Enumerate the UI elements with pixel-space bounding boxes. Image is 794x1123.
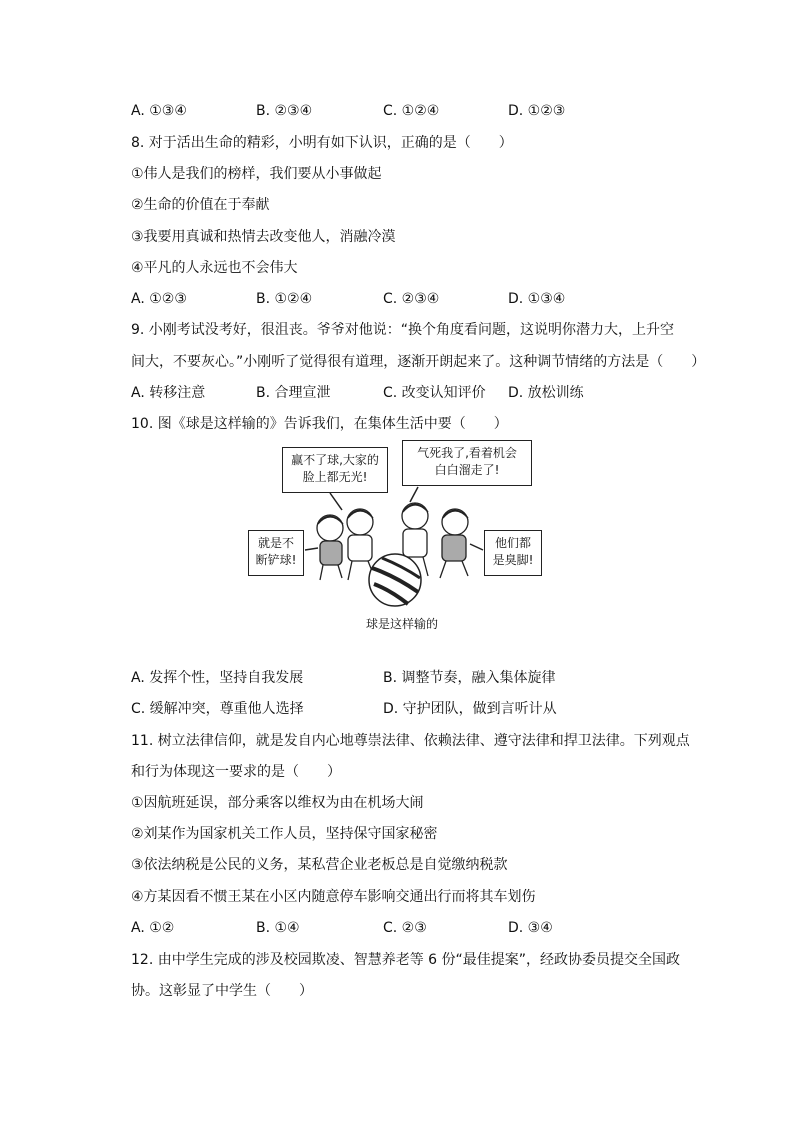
q9-stem-line-1: 9. 小刚考试没考好，很沮丧。爷爷对他说：“换个角度看问题，这说明你潜力大，上升空	[131, 322, 675, 338]
bubble-text: 就是不	[257, 536, 294, 550]
q9-option-c: C. 改变认知评价	[383, 385, 486, 401]
q9-option-a: A. 转移注意	[131, 385, 206, 401]
q7-option-a: A. ①③④	[131, 103, 187, 119]
q11-option-d: D. ③④	[508, 920, 553, 936]
q11-stem-line-2: 和行为体现这一要求的是（ ）	[131, 764, 341, 780]
player-1	[317, 515, 343, 580]
bubble-text: 他们都	[494, 536, 531, 550]
q10-option-d: D. 守护团队，做到言听计从	[383, 701, 557, 717]
q11-item-1: ①因航班延误，部分乘客以维权为由在机场大闹	[131, 795, 424, 811]
q11-item-3: ③依法纳税是公民的义务，某私营企业老板总是自觉缴纳税款	[131, 857, 508, 873]
q10-stem: 10. 图《球是这样输的》告诉我们，在集体生活中要（ ）	[131, 416, 508, 432]
player-4	[440, 509, 468, 578]
q11-option-c: C. ②③	[383, 920, 427, 936]
bubble-text: 断铲球!	[255, 553, 297, 567]
bubble-text: 赢不了球,大家的	[291, 453, 379, 467]
q9-option-b: B. 合理宣泄	[256, 385, 331, 401]
player-2	[347, 509, 374, 580]
q8-stem: 8. 对于活出生命的精彩，小明有如下认识，正确的是（ ）	[131, 135, 513, 151]
q11-item-4: ④方某因看不惯王某在小区内随意停车影响交通出行而将其车划伤	[131, 889, 536, 905]
q8-option-c: C. ②③④	[383, 291, 440, 307]
q11-option-a: A. ①②	[131, 920, 175, 936]
q8-item-2: ②生命的价值在于奉献	[131, 197, 270, 213]
bubble-text: 脸上都无光!	[302, 470, 368, 484]
q12-stem-line-2: 协。这彰显了中学生（ ）	[131, 983, 313, 999]
q12-stem-line-1: 12. 由中学生完成的涉及校园欺凌、智慧养老等 6 份“最佳提案”，经政协委员提交全国政	[131, 952, 681, 968]
q7-option-d: D. ①②③	[508, 103, 566, 119]
q8-option-b: B. ①②④	[256, 291, 313, 307]
q9-stem-line-2: 间大，不要灰心。”小刚听了觉得很有道理，逐渐开朗起来了。这种调节情绪的方法是（ ）	[131, 354, 706, 370]
q11-option-b: B. ①④	[256, 920, 300, 936]
bubble-text: 是臭脚!	[492, 553, 534, 567]
bubble-text: 白白溜走了!	[434, 463, 500, 477]
q8-item-4: ④平凡的人永远也不会伟大	[131, 260, 298, 276]
q11-stem-line-1: 11. 树立法律信仰，就是发自内心地尊崇法律、依赖法律、遵守法律和捍卫法律。下列观点	[131, 733, 690, 749]
bubble-text: 气死我了,看着机会	[417, 446, 517, 460]
q7-option-c: C. ①②④	[383, 103, 440, 119]
q10-option-b: B. 调整节奏，融入集体旋律	[383, 670, 556, 686]
q9-option-d: D. 放松训练	[508, 385, 584, 401]
ball	[369, 554, 421, 606]
q8-option-d: D. ①③④	[508, 291, 566, 307]
q11-item-2: ②刘某作为国家机关工作人员，坚持保守国家秘密	[131, 826, 438, 842]
q8-option-a: A. ①②③	[131, 291, 187, 307]
players-illustration	[290, 480, 500, 610]
q8-item-1: ①伟人是我们的榜样，我们要从小事做起	[131, 166, 382, 182]
figure-caption: 球是这样输的	[366, 617, 439, 631]
q7-option-b: B. ②③④	[256, 103, 313, 119]
q8-item-3: ③我要用真诚和热情去改变他人，消融冷漠	[131, 229, 396, 245]
q10-option-a: A. 发挥个性，坚持自我发展	[131, 670, 304, 686]
q10-option-c: C. 缓解冲突，尊重他人选择	[131, 701, 304, 717]
